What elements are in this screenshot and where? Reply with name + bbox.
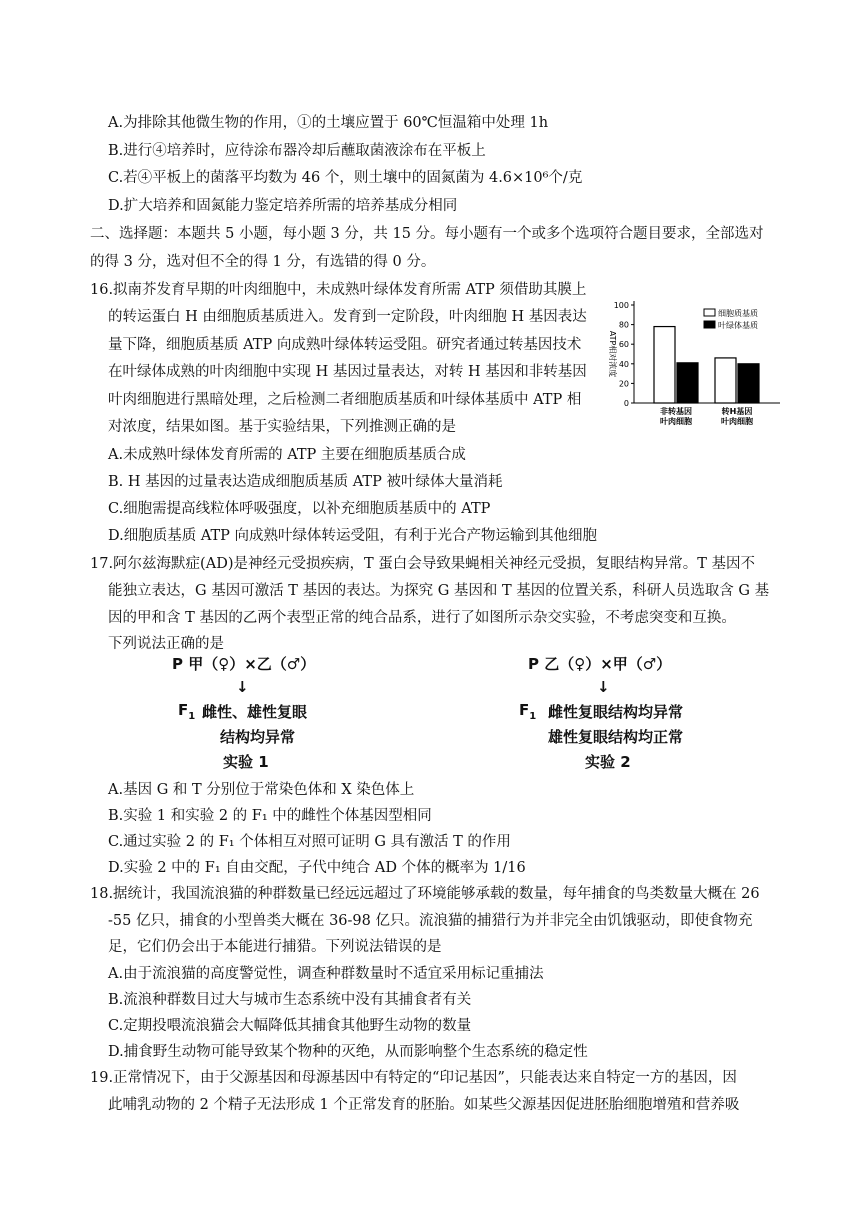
x-category-label: 叶肉细胞 [660, 417, 692, 426]
bar-chloroplast [677, 363, 698, 403]
q18-stem-line: 18.据统计，我国流浪猫的种群数量已经远远超过了环境能够承载的数量，每年捕食的鸟类数量大概在 26 [90, 886, 760, 902]
y-tick-label: 100 [613, 301, 629, 310]
section2-instruction-line2: 的得 3 分，选对但不全的得 1 分，有选错的得 0 分。 [90, 254, 436, 270]
q16-stem-line: 叶肉细胞进行黑暗处理，之后检测二者细胞质基质和叶绿体基质中 ATP 相 [108, 392, 582, 408]
exp1-title: 实验 1 [223, 753, 269, 771]
q17-stem-line: 下列说法正确的是 [108, 636, 224, 652]
q18-option-b: B.流浪种群数目过大与城市生态系统中没有其捕食者有关 [108, 992, 472, 1008]
exp2-f1-line2: 雄性复眼结构均正常 [548, 728, 684, 746]
q17-stem-line: 17.阿尔兹海默症(AD)是神经元受损疾病，T 蛋白会导致果蝇相关神经元受损，复眼结构异常。T 基因不 [90, 556, 756, 572]
legend-label: 叶绿体基质 [718, 321, 758, 330]
q18-option-c: C.定期投喂流浪猫会大幅降低其捕食其他野生动物的数量 [108, 1018, 472, 1034]
q16-stem-line: 16.拟南芥发育早期的叶肉细胞中，未成熟叶绿体发育所需 ATP 须借助其膜上 [90, 282, 587, 298]
x-category-label: 非转基因 [660, 407, 692, 416]
y-tick-label: 40 [618, 359, 629, 369]
legend-label: 细胞质基质 [718, 309, 758, 318]
q18-stem-line: 足，它们仍会出于本能进行捕猎。下列说法错误的是 [108, 939, 442, 955]
y-tick-label: 60 [618, 340, 629, 350]
q16-stem-line: 对浓度，结果如图。基于实验结果，下列推测正确的是 [108, 419, 456, 435]
exp2-f1-line1: 雌性复眼结构均异常 [548, 703, 684, 721]
y-tick-label: 0 [623, 399, 629, 408]
exp1-arrow: ↓ [236, 678, 249, 696]
q18-option-a: A.由于流浪猫的高度警觉性，调查种群数量时不适宜采用标记重捕法 [108, 966, 544, 982]
y-tick-label: 20 [618, 379, 629, 389]
q18-option-d: D.捕食野生动物可能导致某个物种的灭绝，从而影响整个生态系统的稳定性 [108, 1044, 588, 1060]
q17-option-b: B.实验 1 和实验 2 的 F₁ 中的雌性个体基因型相同 [108, 808, 432, 824]
q17-stem-line: 能独立表达，G 基因可激活 T 基因的表达。为探究 G 基因和 T 基因的位置关系，科研人员选取含 G 基 [108, 583, 770, 599]
q15-option-b: B.进行④培养时，应待涂布器冷却后蘸取菌液涂布在平板上 [108, 143, 486, 159]
q18-stem-line: -55 亿只，捕食的小型兽类大概在 36-98 亿只。流浪猫的捕猎行为并非完全由饥饿驱动，即使食物充 [108, 913, 753, 929]
exp1-parent-cross: P 甲（♀）×乙（♂） [172, 655, 316, 673]
y-tick-label: 80 [618, 320, 629, 330]
q16-option-b: B. H 基因的过量表达造成细胞质基质 ATP 被叶绿体大量消耗 [108, 474, 503, 490]
q16-stem-line: 量下降，细胞质基质 ATP 向成熟叶绿体转运受阻。研究者通过转基因技术 [108, 337, 582, 353]
q19-stem-line: 19.正常情况下，由于父源基因和母源基因中有特定的“印记基因”，只能表达来自特定一方的基因，因 [90, 1070, 737, 1086]
bar-cytoplasm [654, 327, 675, 403]
q16-stem-line: 的转运蛋白 H 由细胞质基质进入。发育到一定阶段，叶肉细胞 H 基因表达 [108, 309, 587, 325]
section2-instruction-line1: 二、选择题：本题共 5 小题，每小题 3 分，共 15 分。每小题有一个或多个选项符合题目要求，全部选对 [90, 226, 764, 242]
q16-option-a: A.未成熟叶绿体发育所需的 ATP 主要在细胞质基质合成 [108, 447, 466, 463]
exp1-f1-line1: 雌性、雄性复眼 [202, 703, 308, 721]
bar-chloroplast [738, 364, 759, 403]
exp2-title: 实验 2 [585, 753, 631, 771]
q19-stem-line: 此哺乳动物的 2 个精子无法形成 1 个正常发育的胚胎。如某些父源基因促进胚胎细胞增殖和营养吸 [108, 1097, 740, 1113]
legend-swatch [704, 309, 715, 316]
y-axis-label: ATP相对浓度 [608, 330, 617, 378]
q16-stem-line: 在叶绿体成熟的叶肉细胞中实现 H 基因过量表达，对转 H 基因和非转基因 [108, 364, 587, 380]
exp2-arrow: ↓ [597, 678, 610, 696]
q17-option-c: C.通过实验 2 的 F₁ 个体相互对照可证明 G 具有激活 T 的作用 [108, 834, 511, 850]
q17-stem-line: 因的甲和含 T 基因的乙两个表型正常的纯合品系，进行了如图所示杂交实验，不考虑突变和互换。 [108, 610, 736, 626]
exp2-f1-label: $F_1$ [519, 701, 537, 722]
q16-option-d: D.细胞质基质 ATP 向成熟叶绿体转运受阻，有利于光合产物运输到其他细胞 [108, 528, 598, 544]
exp2-parent-cross: P 乙（♀）×甲（♂） [528, 655, 672, 673]
q17-option-a: A.基因 G 和 T 分别位于常染色体和 X 染色体上 [108, 782, 415, 798]
exp1-f1-label: $F_1$ [178, 701, 196, 722]
q17-option-d: D.实验 2 中的 F₁ 自由交配，子代中纯合 AD 个体的概率为 1/16 [108, 860, 526, 876]
atp-bar-chart [604, 293, 786, 433]
q15-option-d: D.扩大培养和固氮能力鉴定培养所需的培养基成分相同 [108, 198, 458, 214]
x-category-label: 叶肉细胞 [721, 417, 753, 426]
q15-option-a: A.为排除其他微生物的作用，①的土壤应置于 60℃恒温箱中处理 1h [108, 115, 549, 131]
q16-option-c: C.细胞需提高线粒体呼吸强度，以补充细胞质基质中的 ATP [108, 501, 491, 517]
q15-option-c: C.若④平板上的菌落平均数为 46 个，则土壤中的固氮菌为 4.6×10⁶个/克 [108, 170, 583, 186]
x-category-label: 转H基因 [721, 407, 753, 416]
bar-cytoplasm [715, 358, 736, 403]
legend-swatch [704, 321, 715, 328]
exp1-f1-line2: 结构均异常 [220, 728, 296, 746]
